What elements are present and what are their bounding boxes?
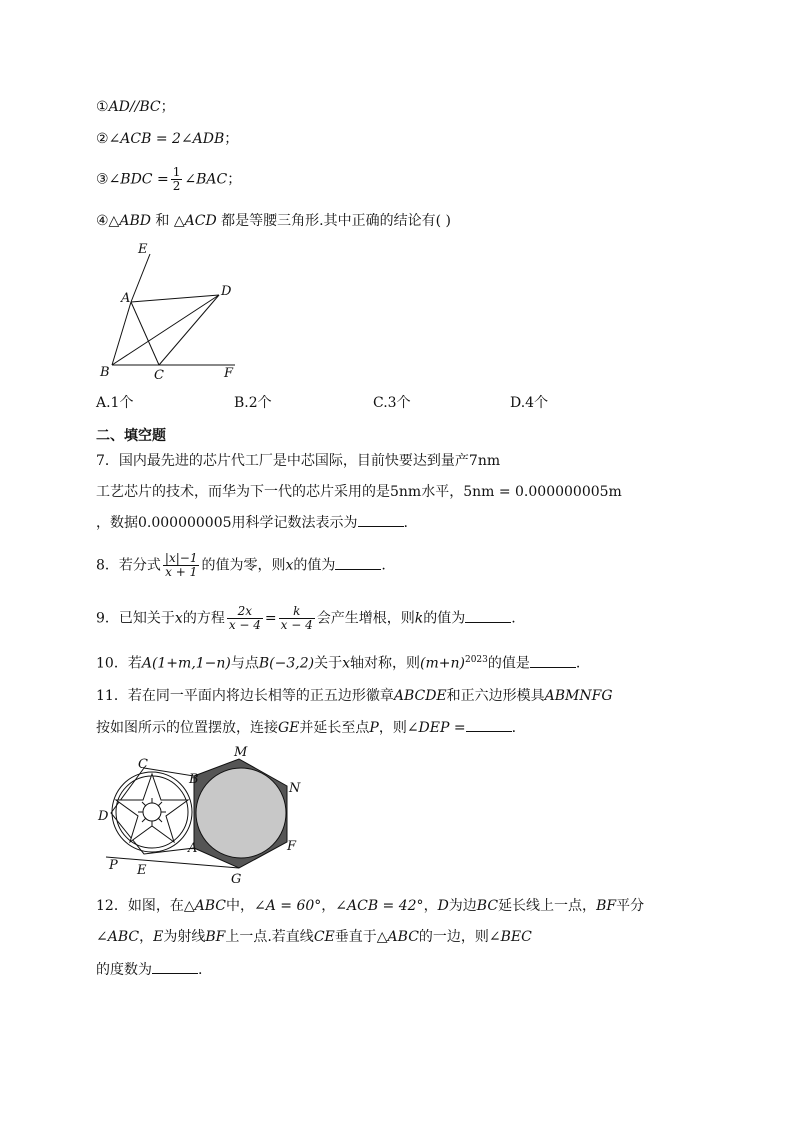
section-title: 二、填空题	[96, 428, 166, 444]
label-E: E	[138, 242, 148, 257]
fraction-right: $\frac{k}{x - 4}$	[280, 604, 313, 632]
label-D: D	[98, 809, 109, 824]
q11-line-2: 按如图所示的位置摆放，连接GE并延长至点P，则∠DEP = .	[96, 717, 516, 738]
q7-line-2: 工艺芯片的技术，而华为下一代的芯片采用的是5nm水平，5nm = 0.000000005m	[96, 484, 622, 500]
label-B: B	[189, 772, 199, 787]
label-A: A	[121, 291, 131, 306]
fraction: $\frac{|x|-1}{x + 1}$	[164, 551, 198, 579]
q10: 10．若A(1+m,1−n)与点B(−3,2)关于x轴对称，则$(m+n)^{2023}$的值是 .	[96, 650, 580, 674]
geometry-figure-1	[95, 238, 245, 383]
answer-blank	[335, 555, 381, 570]
label-N: N	[289, 781, 301, 796]
choice-d: D.4个	[510, 395, 549, 411]
answer-blank	[466, 717, 512, 732]
label-B: B	[100, 365, 110, 380]
geometry-figure-2	[94, 744, 314, 886]
q12-line-2: ∠ABC，E为射线BF上一点.若直线CE垂直于△ABC的一边，则∠BEC	[96, 929, 532, 945]
q11-line-1: 11．若在同一平面内将边长相等的正五边形徽章ABCDE和正六边形模具ABMNFG	[96, 688, 613, 704]
answer-blank	[465, 608, 511, 623]
label-G: G	[231, 872, 242, 886]
label-D: D	[221, 284, 232, 299]
conclusion-4: ④△ABD 和 △ACD 都是等腰三角形.其中正确的结论有( )	[96, 213, 451, 229]
conclusion-1: ①AD//BC；	[96, 99, 175, 115]
fraction-left: $\frac{2x}{x - 4}$	[228, 604, 261, 632]
q12-line-3: 的度数为 .	[96, 959, 202, 980]
label-E: E	[137, 863, 147, 878]
answer-blank	[358, 512, 404, 527]
label-P: P	[109, 858, 118, 873]
label-M: M	[234, 745, 248, 760]
fraction-half: $\frac{1}{2}$	[172, 165, 181, 193]
hexagon-inner-circle	[196, 768, 286, 858]
q7-line-3: ，数据0.000000005用科学记数法表示为 .	[96, 512, 408, 533]
q7-line-1: 7．国内最先进的芯片代工厂是中芯国际，目前快要达到量产7nm	[96, 453, 501, 469]
q12-line-1: 12．如图，在△ABC中，∠A = 60°，∠ACB = 42°，D为边BC延长线上一点，BF平分	[96, 898, 645, 914]
answer-blank	[530, 653, 576, 668]
conclusion-2: ②∠ACB = 2∠ADB；	[96, 131, 239, 147]
label-F: F	[224, 366, 234, 381]
label-C: C	[138, 757, 148, 772]
label-F: F	[287, 839, 297, 854]
label-C: C	[154, 368, 164, 383]
q9: 9．已知关于x的方程 $\frac{2x}{x - 4}$ = $\frac{k}{x - 4}$ 会产生增根，则k的值为 .	[96, 604, 516, 632]
q8: 8．若分式 $\frac{|x|-1}{x + 1}$ 的值为零，则x的值为 .	[96, 551, 386, 579]
answer-blank	[152, 959, 198, 974]
conclusion-3: ③∠BDC = $\frac{1}{2}$ ∠BAC；	[96, 165, 242, 193]
choice-b: B.2个	[234, 395, 272, 411]
choice-a: A.1个	[96, 395, 134, 411]
choice-c: C.3个	[373, 395, 411, 411]
label-A: A	[188, 841, 198, 856]
